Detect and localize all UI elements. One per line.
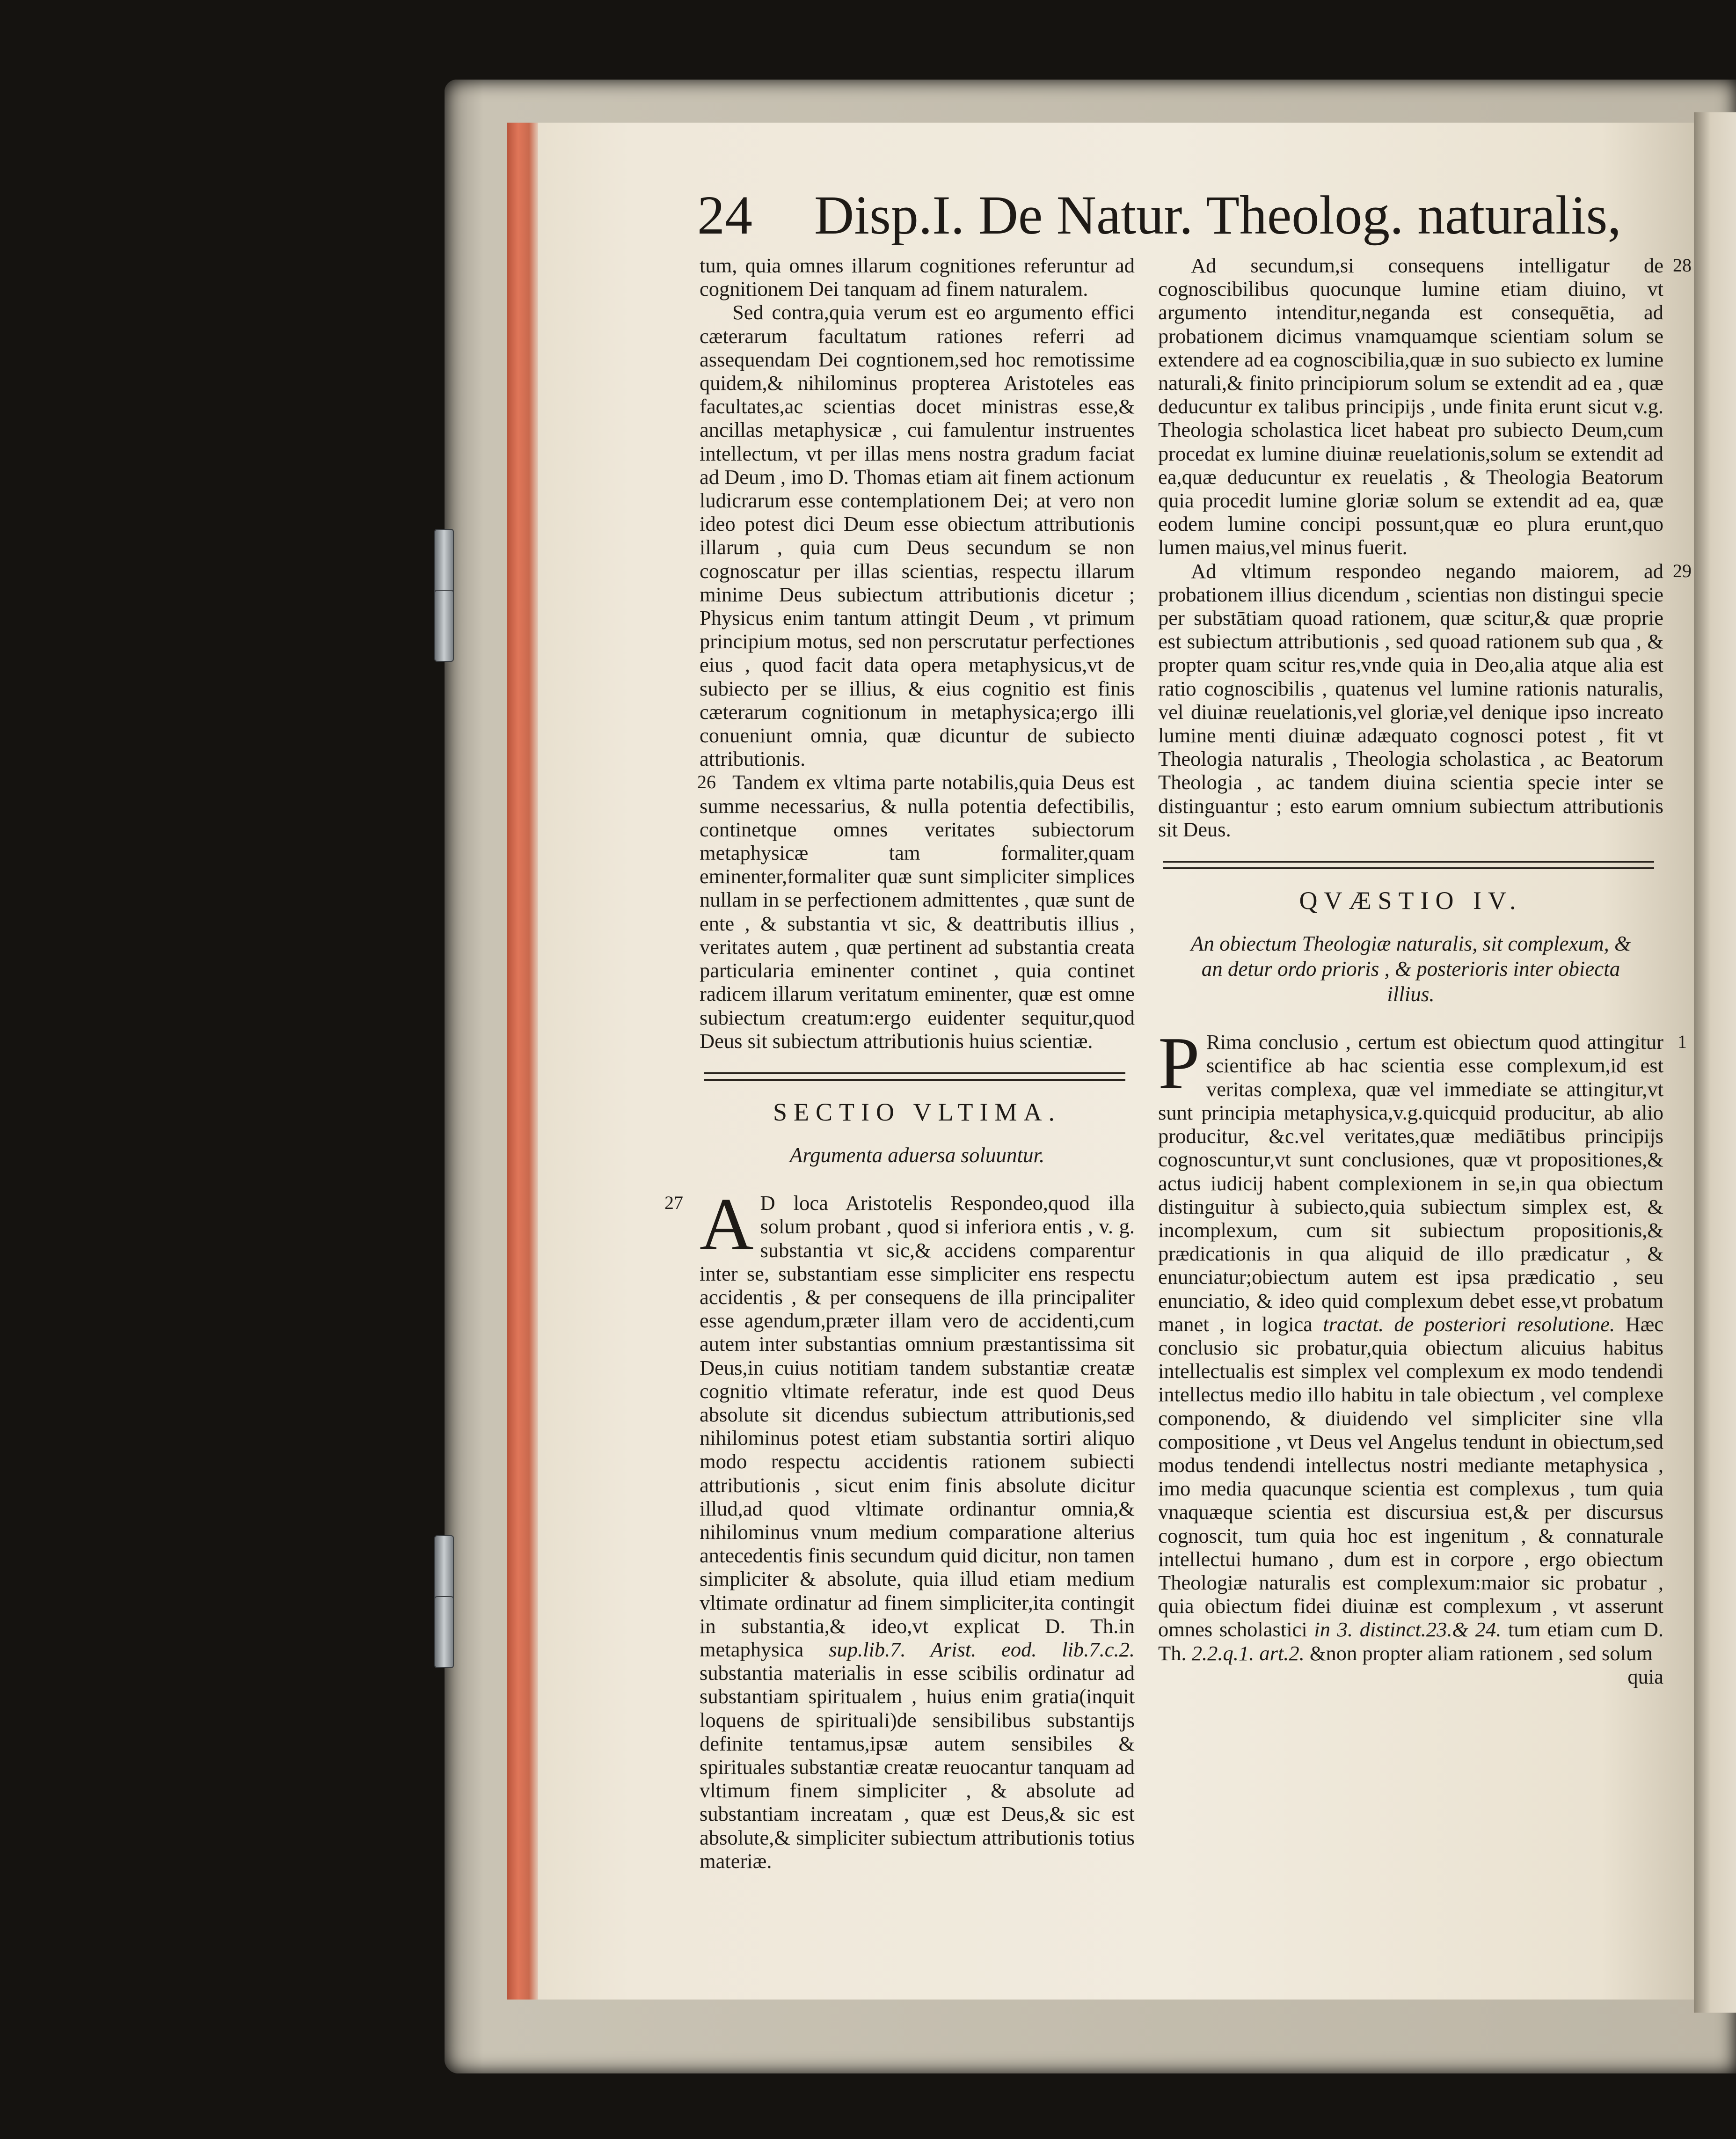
margin-number-28: 28	[1673, 255, 1692, 276]
paragraph-prima-text-2: Hæc conclusio sic probatur,quia obiectum alicuius habitus intellectualis est simplex vel complexum ex modo tendendi intellectus medio illo habitu in tale obiectum , vel complexe componendo, & diuidendo vel simpliciter sine vlla compositione , vt Deus vel Angelus tendunt in obiectum,sed modus tendendi intellectus nostri mediante metaphysica , imo media quacunque scientia est complexus , tum quia vnaquæque scientia est discursiua est,& per discursus cognoscit, tum quia hoc est ingenitum , & connaturale intellectui humano , dum est in corpore , ergo obiectum Theologiæ naturalis est complexum:maior sic probatur , quia obiectum fidei diuinæ est complexum , vt asserunt omnes scholastici	[1158, 1312, 1664, 1641]
paragraph-ad-vltimum	[1158, 559, 1692, 841]
next-page-edge	[1694, 112, 1736, 2013]
book-page	[538, 123, 1694, 2000]
paragraph-prima-text-1: Rima conclusio , certum est obiectum quod attingitur scientifice ab hac scientia esse complexum,id est veritas complexa, quæ vel immediate se attingitur,vt sunt principia metaphysica,v.g.quicquid producitur, ab alio producitur, &c.vel veritates,quæ mediātibus principijs cognoscuntur,vt sunt conclusiones, quæ vt propositiones,& actus iudicij habent complexionem in se,in qua obiectum distinguitur à subiecto,quia subiectum simplex est, & incomplexum, cum sit subiectum propositionis,& prædicationis in qua aliquid de illo prædicatur , & enunciatur;obiectum autem est ipsa prædicatio , seu enunciatio, & ideo quid complexum debet esse,vt probatum manet , in logica	[1158, 1030, 1663, 1336]
paragraph-prima-conclusio	[1158, 1021, 1687, 1665]
paragraph-ad-vltimum-text: Ad vltimum respondeo negando maiorem, ad probationem illius dicendum , scientias non distingui specie per substātiam quoad rationem, quæ scitur,& quæ proprie est subiectum attributionis , sed quoad rationem sub qua , & propter quam scitur res,vnde quia in Deo,alia atque alia est ratio cognoscibilis , quatenus vel lumine rationis naturalis, vel diuinæ reuelationis,vel gloriæ,vel denique ipso increato lumine menti diuinæ adæquato cognosci potest , fit vt Theologia naturalis , Theologia scholastica , ac Beatorum Theologia , ac tandem diuina scientia specie inter se distinguantur ; esto earum omnium subiectum attributionis sit Deus.	[1158, 559, 1663, 841]
paragraph-prima-text-3: tum etiam cum D. Th.	[1158, 1618, 1664, 1665]
citation-distinct: in 3. distinct.23.& 24.	[1314, 1618, 1502, 1641]
section-subtitle: Argumenta aduersa soluuntur.	[789, 1143, 1045, 1167]
catchword: quia	[1627, 1664, 1663, 1688]
right-column	[1158, 254, 1692, 1688]
paragraph-sed-contra: Sed contra,quia verum est eo argumento effici cæterarum facultatum rationes referri ad assequendam Dei cogntionem,sed hoc remotissime quidem,& nihilominus propterea Aristoteles eas facultates,ac scientias docet ministras esse,& ancillas metaphysicæ , cui famulentur instruentes intellectum, vt per illas mens nostra gradum faciat ad Deum , imo D. Thomas etiam ait finem actionum ludicrarum esse contemplationem Dei; at vero non ideo potest dici Deum esse obiectum attributionis illarum , quia cum Deus secundum se non cognoscatur per illas scientias, respectu illarum minime Deus subiectum attributionis dicetur ; Physicus enim tantum attingit Deum , vt primum principium motus, sed non perscrutatur perfectiones eius , quod facit data opera metaphysicus,vt de subiecto per se illius, & eius cognitio est finis cæterarum cognitionum in metaphysica;ergo illi conueniunt omnia, quæ dicuntur de subiecto attributionis.	[700, 300, 1135, 771]
citation-art: 2.2.q.1. art.2.	[1191, 1641, 1305, 1665]
clasp-lower-2	[434, 1596, 454, 1668]
drop-cap-p: P	[1158, 1021, 1200, 1105]
margin-number-1: 1	[1678, 1031, 1687, 1053]
drop-cap-a: A	[700, 1182, 754, 1266]
running-head: Disp.I. De Natur. Theolog. naturalis,	[814, 184, 1621, 246]
section-title: SECTIO VLTIMA.	[773, 1098, 1062, 1126]
paragraph-prima-text-4: &non propter aliam rationem , sed solum	[1309, 1641, 1653, 1665]
section-rule	[704, 1072, 1125, 1081]
paragraph-ad-loca-text-1: D loca Aristotelis Respondeo,quod illa solum probant , quod si inferiora entis , v. g. substantia vt sic,& accidens comparentur inter se, substantiam esse simpliciter ens respectu accidentis , & per consequens de illa principaliter esse agendum,præter illam vero de accidenti,cum autem inter substantias omnium præstantissima sit Deus,in cuius notitiam tandem substantiæ creatæ cognitio vltimate referatur, inde est quod Deus absolute sit dicendus subiectum attributionis,sed nihilominus potest etiam substantia sortiri aliquo modo respectu accidentis rationem subiecti attributionis , sicut enim finis absolute dicitur illud,ad quod vltimate ordinantur omnia,& nihilominus vnum medium comparatione alterius antecedentis finis secundum quid dicitur, non tamen simpliciter & absolute, quia illud etiam medium vltimate ordinatur ad finem simpliciter,ita contingit in substantia,& ideo,vt explicat D. Th.in metaphysica	[700, 1191, 1135, 1661]
red-page-edge	[507, 123, 540, 2000]
quaestio-title: QVÆSTIO IV.	[1299, 886, 1523, 915]
paragraph-ad-loca-text-2: substantia materialis in esse scibilis ordinatur ad substantiam spiritualem , huius enim gratia(inquit loquens de spirituali)de sensibilibus substantijs definite tentamus,ipsæ autem sensibiles & spirituales substantiæ creatæ reuocantur tanquam ad vltimum finem simpliciter , & absolute ad substantiam increatam , quæ est Deus,& sic est absolute,& simpliciter subiectum attributionis totius materiæ.	[700, 1661, 1135, 1873]
clasp-upper-2	[434, 590, 454, 662]
paragraph-ad-secundum	[1158, 254, 1692, 559]
quaestio-rule	[1163, 861, 1654, 869]
paragraph-tandem-text: Tandem ex vltima parte notabilis,quia Deus est summe necessarius, & nulla potentia defectibilis, continetque omnes veritates subiectorum metaphysicæ tam formaliter,quam eminenter,formaliter quæ sunt simpliciter simplices nullam in se perfectionem admittentes , quæ sunt de ente , & substantia vt sic, & deattributis illius , veritates autem , quæ pertinent ad substantia creata particularia eminenter continet , quia continet radicem illarum veritatum eminenter, quæ est omne subiectum creatum:ergo euidenter sequitur,quod Deus sit subiectum attributionis huius scientiæ.	[700, 770, 1135, 1053]
citation-arist: sup.lib.7. Arist. eod. lib.7.c.2.	[829, 1637, 1135, 1661]
quaestio-subtitle: An obiectum Theologiæ naturalis, sit complexum, & an detur ordo prioris , & posterioris inter obiecta illius.	[1191, 932, 1631, 1006]
margin-number-29: 29	[1673, 560, 1692, 581]
paragraph-ad-secundum-text: Ad secundum,si consequens intelligatur de cognoscibilibus quocunque lumine etiam diuino, vt argumento intenditur,neganda est consequētia, ad probationem dicimus vnamquamque scientiam solum se extendere ad ea cognoscibilia,quæ in suo subiecto ex lumine naturali,& finito principiorum solum se extendit ad ea , quæ deducuntur ex talibus principijs , unde finita erunt sicut v.g. Theologia scholastica licet habeat pro subiecto Deum,cum procedat ex lumine diuinæ reuelationis,solum se extendit ad ea,quæ deducuntur ex reuelatis , & Theologia Beatorum quia procedit lumine gloriæ solum se extendit ad ea, quæ eodem lumine concipi possunt,quæ eo plura erunt,quo lumen maius,vel minus fuerit.	[1158, 254, 1663, 559]
citation-logica: tractat. de posteriori resolutione.	[1323, 1312, 1615, 1336]
margin-number-26: 26	[697, 771, 716, 793]
paragraph-tandem	[697, 770, 1135, 1053]
left-column	[664, 254, 1135, 1873]
paragraph-continuation: tum, quia omnes illarum cognitiones referuntur ad cognitionem Dei tanquam ad finem naturalem.	[700, 254, 1135, 301]
page-number: 24	[697, 184, 752, 246]
margin-number-27: 27	[664, 1192, 683, 1214]
paragraph-ad-loca	[664, 1182, 1135, 1873]
